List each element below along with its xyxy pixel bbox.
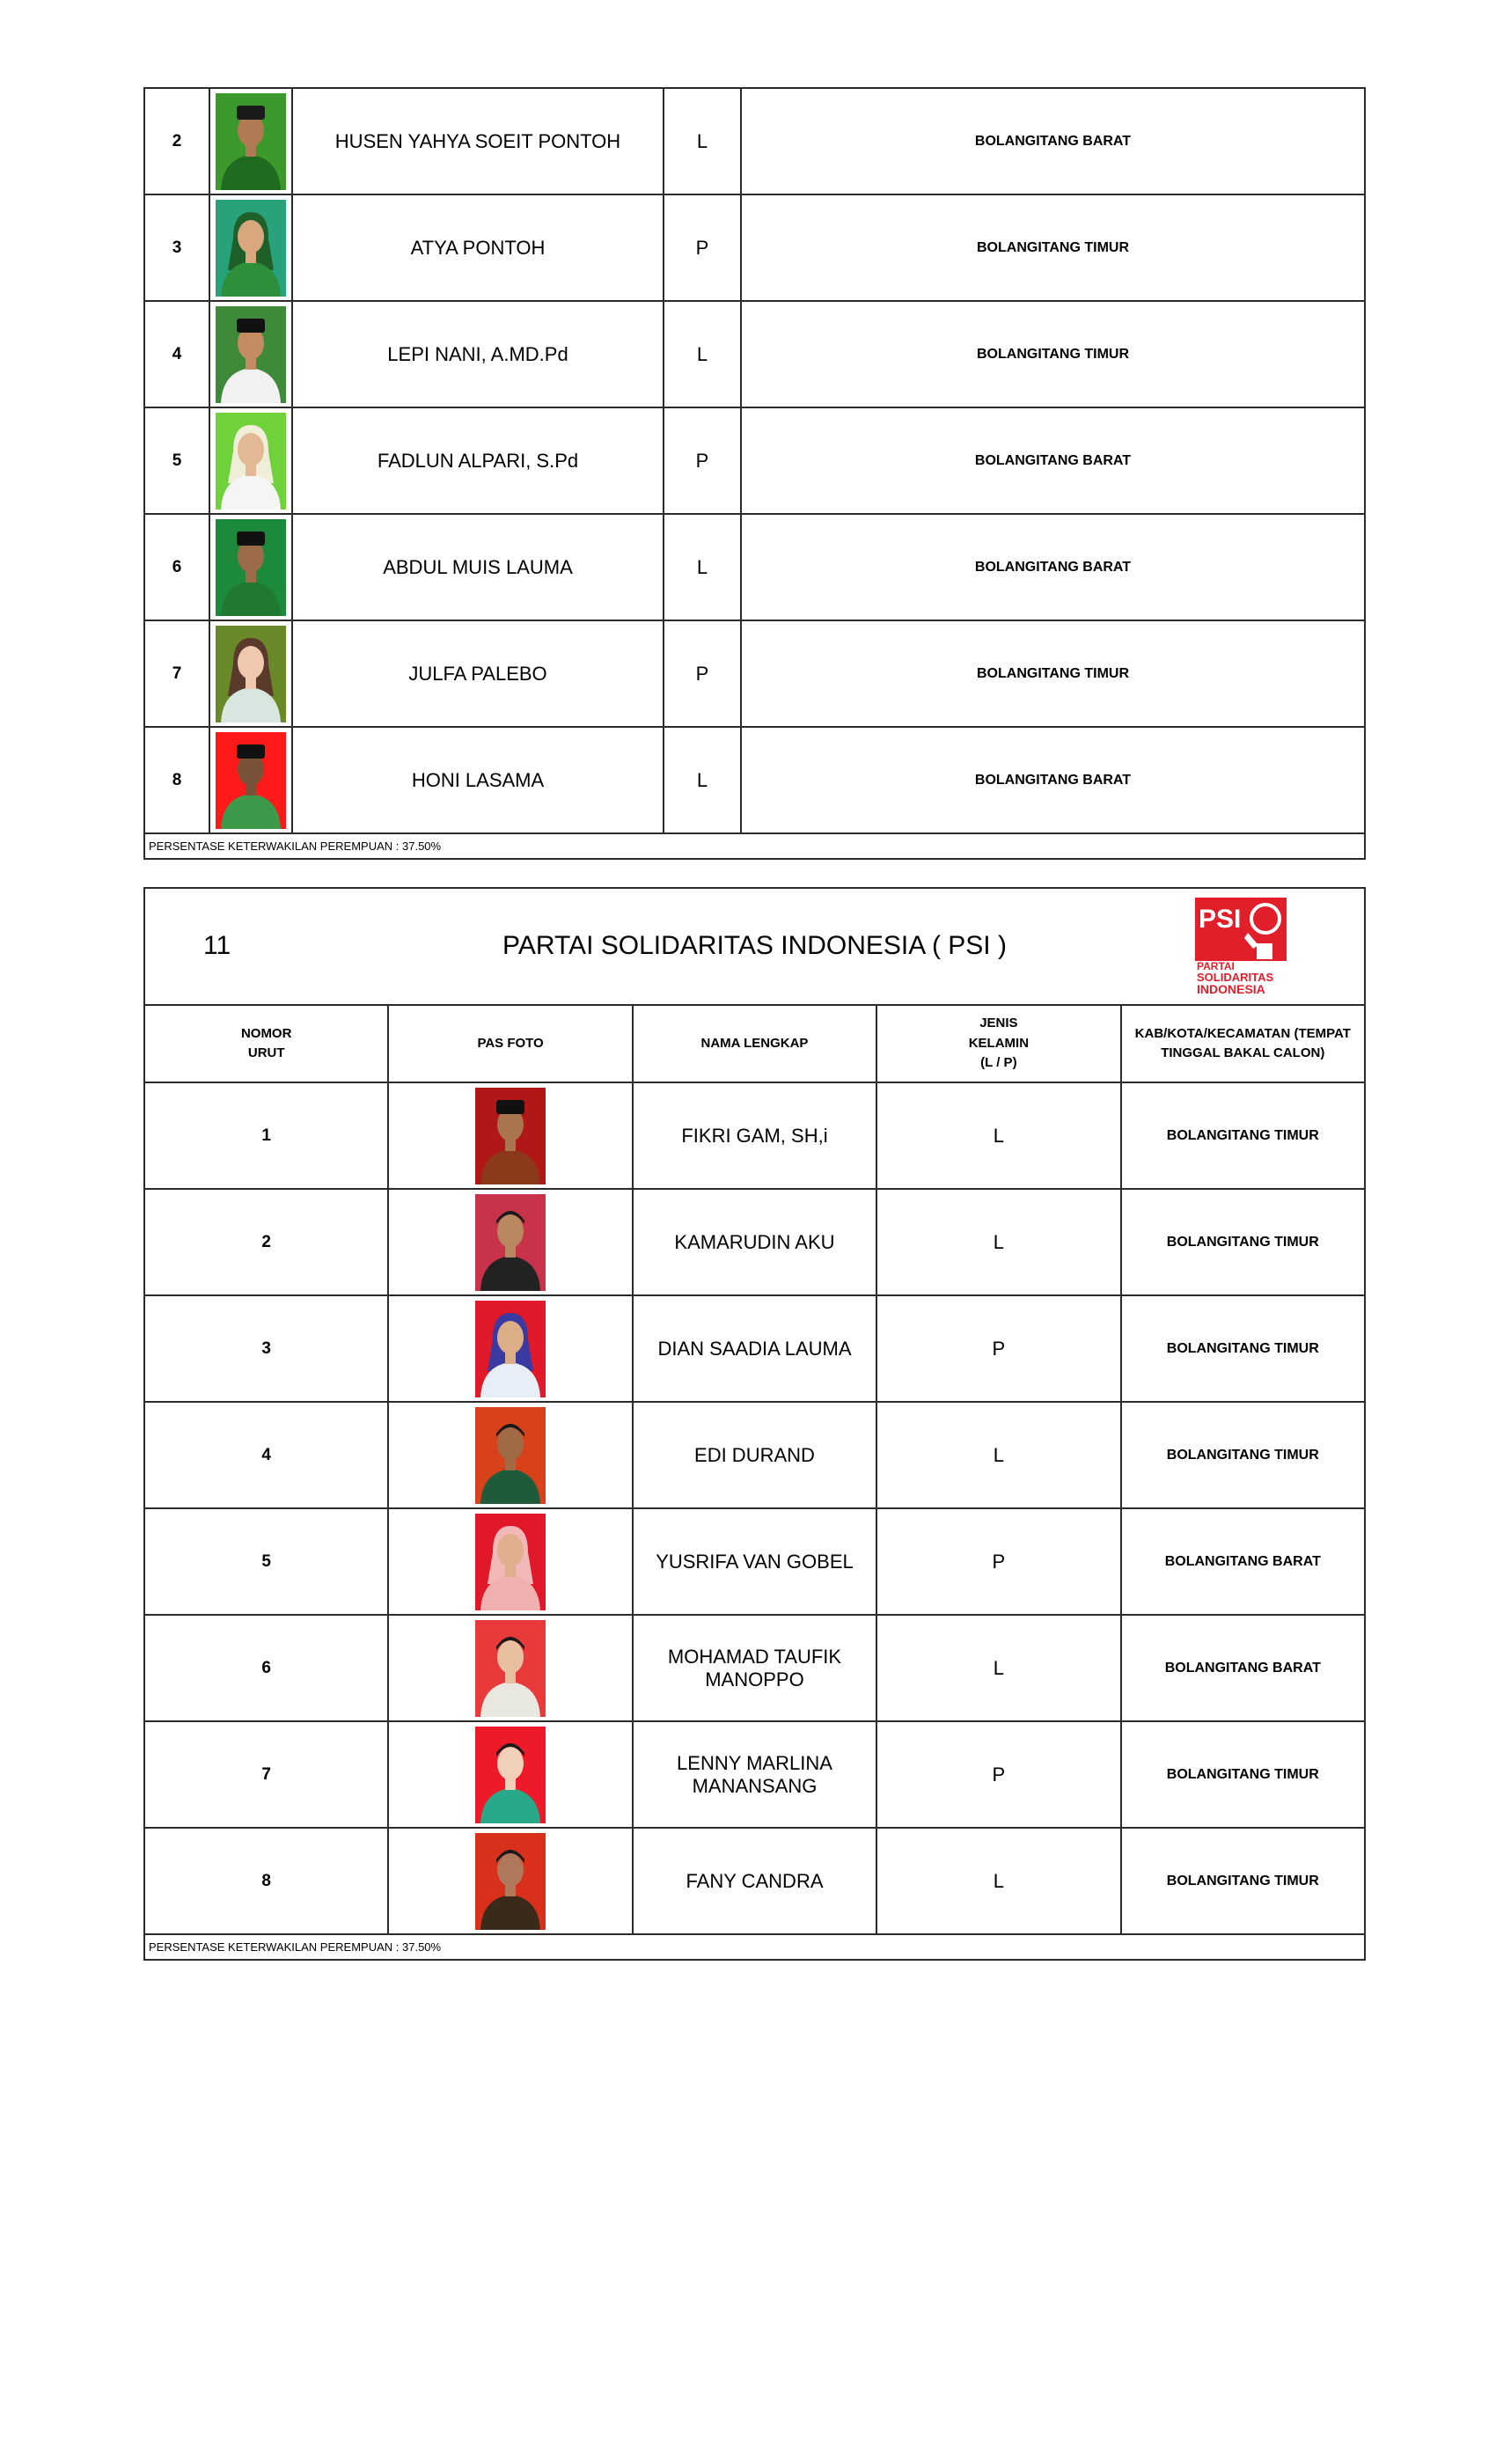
candidate-row xyxy=(144,1615,1365,1721)
candidate-gender: L xyxy=(876,1828,1120,1934)
logo-text-partai: PARTAI xyxy=(1197,960,1235,972)
candidate-photo xyxy=(475,1194,546,1291)
candidate-photo-cell xyxy=(209,194,292,301)
candidate-row xyxy=(144,194,1365,301)
candidate-name: ATYA PONTOH xyxy=(292,194,664,301)
candidate-gender: L xyxy=(876,1402,1120,1508)
candidate-row xyxy=(144,514,1365,620)
candidate-photo-cell xyxy=(388,1508,632,1615)
candidate-number: 4 xyxy=(144,1402,388,1508)
candidate-photo-cell xyxy=(209,301,292,407)
candidate-photo-cell xyxy=(388,1828,632,1934)
candidate-row xyxy=(144,407,1365,514)
candidate-number: 8 xyxy=(144,727,209,833)
women-representation-percentage: PERSENTASE KETERWAKILAN PEREMPUAN : 37.50% xyxy=(144,1934,1365,1960)
candidate-gender: L xyxy=(876,1189,1120,1295)
candidate-photo xyxy=(216,200,286,297)
candidate-gender: P xyxy=(664,620,741,727)
logo-text-indonesia: INDONESIA xyxy=(1197,982,1265,996)
candidate-photo xyxy=(216,413,286,510)
header-tempat-tinggal: KAB/KOTA/KECAMATAN (TEMPAT TINGGAL BAKAL CALON) xyxy=(1121,1005,1365,1082)
candidate-address: BOLANGITANG TIMUR xyxy=(741,301,1365,407)
candidate-name: LEPI NANI, A.MD.Pd xyxy=(292,301,664,407)
candidate-name: JULFA PALEBO xyxy=(292,620,664,727)
candidate-number: 2 xyxy=(144,88,209,194)
candidate-photo xyxy=(475,1088,546,1184)
candidate-name: DIAN SAADIA LAUMA xyxy=(633,1295,876,1402)
candidate-photo xyxy=(475,1833,546,1930)
candidate-number: 8 xyxy=(144,1828,388,1934)
candidate-name: FADLUN ALPARI, S.Pd xyxy=(292,407,664,514)
candidate-photo xyxy=(216,306,286,403)
candidate-photo xyxy=(216,93,286,190)
party-header-row xyxy=(144,888,1365,1005)
party-number: 11 xyxy=(203,931,231,960)
candidate-row xyxy=(144,1508,1365,1615)
candidate-photo-cell xyxy=(388,1721,632,1828)
candidate-address: BOLANGITANG TIMUR xyxy=(1121,1721,1365,1828)
candidate-name: ABDUL MUIS LAUMA xyxy=(292,514,664,620)
candidate-address: BOLANGITANG TIMUR xyxy=(1121,1295,1365,1402)
candidate-row xyxy=(144,1828,1365,1934)
header-nama-lengkap: NAMA LENGKAP xyxy=(633,1005,876,1082)
candidate-number: 7 xyxy=(144,1721,388,1828)
candidate-number: 1 xyxy=(144,1082,388,1189)
candidate-address: BOLANGITANG TIMUR xyxy=(1121,1402,1365,1508)
candidate-table-body xyxy=(144,88,1365,833)
psi-logo xyxy=(1195,898,1287,996)
candidate-gender: P xyxy=(664,194,741,301)
candidate-gender: L xyxy=(664,88,741,194)
candidate-name: EDI DURAND xyxy=(633,1402,876,1508)
candidate-table-previous-party xyxy=(143,87,1366,860)
candidate-name: YUSRIFA VAN GOBEL xyxy=(633,1508,876,1615)
candidate-photo xyxy=(475,1301,546,1397)
candidate-name: LENNY MARLINA MANANSANG xyxy=(633,1721,876,1828)
candidate-photo xyxy=(216,732,286,829)
candidate-number: 5 xyxy=(144,1508,388,1615)
candidate-number: 7 xyxy=(144,620,209,727)
candidate-photo-cell xyxy=(388,1615,632,1721)
candidate-row xyxy=(144,1721,1365,1828)
candidate-photo xyxy=(475,1514,546,1610)
candidate-gender: L xyxy=(664,301,741,407)
candidate-photo-cell xyxy=(209,727,292,833)
candidate-gender: P xyxy=(876,1721,1120,1828)
candidate-address: BOLANGITANG TIMUR xyxy=(1121,1189,1365,1295)
candidate-gender: L xyxy=(664,727,741,833)
candidate-number: 3 xyxy=(144,1295,388,1402)
candidate-row xyxy=(144,1402,1365,1508)
candidate-gender: L xyxy=(876,1082,1120,1189)
candidate-gender: P xyxy=(876,1295,1120,1402)
candidate-gender: P xyxy=(876,1508,1120,1615)
candidate-number: 5 xyxy=(144,407,209,514)
candidate-gender: P xyxy=(664,407,741,514)
candidate-photo xyxy=(475,1407,546,1504)
candidate-address: BOLANGITANG BARAT xyxy=(741,88,1365,194)
candidate-address: BOLANGITANG TIMUR xyxy=(1121,1828,1365,1934)
candidate-photo-cell xyxy=(388,1402,632,1508)
candidate-name: MOHAMAD TAUFIK MANOPPO xyxy=(633,1615,876,1721)
candidate-address: BOLANGITANG BARAT xyxy=(1121,1508,1365,1615)
candidate-name: KAMARUDIN AKU xyxy=(633,1189,876,1295)
candidate-photo xyxy=(216,626,286,722)
candidate-photo-cell xyxy=(209,88,292,194)
column-header-row xyxy=(144,1005,1365,1082)
candidate-photo xyxy=(475,1620,546,1717)
header-nomor-urut: NOMOR URUT xyxy=(144,1005,388,1082)
candidate-address: BOLANGITANG BARAT xyxy=(741,514,1365,620)
candidate-row xyxy=(144,88,1365,194)
candidate-row xyxy=(144,301,1365,407)
percentage-footer-row xyxy=(144,833,1365,859)
candidate-address: BOLANGITANG BARAT xyxy=(741,727,1365,833)
candidate-photo-cell xyxy=(209,407,292,514)
candidate-number: 2 xyxy=(144,1189,388,1295)
candidate-row xyxy=(144,727,1365,833)
header-jenis-kelamin: JENIS KELAMIN (L / P) xyxy=(876,1005,1120,1082)
candidate-photo-cell xyxy=(209,620,292,727)
logo-text-psi: PSI xyxy=(1199,905,1242,934)
candidate-photo-cell xyxy=(209,514,292,620)
header-pas-foto: PAS FOTO xyxy=(388,1005,632,1082)
candidate-photo-cell xyxy=(388,1295,632,1402)
candidate-name: HONI LASAMA xyxy=(292,727,664,833)
candidate-photo-cell xyxy=(388,1082,632,1189)
candidate-number: 6 xyxy=(144,514,209,620)
percentage-footer-row xyxy=(144,1934,1365,1960)
candidate-table-psi xyxy=(143,887,1366,1961)
candidate-address: BOLANGITANG BARAT xyxy=(1121,1615,1365,1721)
party-name: PARTAI SOLIDARITAS INDONESIA ( PSI ) xyxy=(502,931,1007,960)
candidate-name: HUSEN YAHYA SOEIT PONTOH xyxy=(292,88,664,194)
candidate-gender: L xyxy=(664,514,741,620)
women-representation-percentage: PERSENTASE KETERWAKILAN PEREMPUAN : 37.50% xyxy=(144,833,1365,859)
candidate-number: 4 xyxy=(144,301,209,407)
candidate-number: 3 xyxy=(144,194,209,301)
candidate-address: BOLANGITANG TIMUR xyxy=(1121,1082,1365,1189)
candidate-address: BOLANGITANG BARAT xyxy=(741,407,1365,514)
candidate-photo xyxy=(475,1727,546,1823)
candidate-name: FIKRI GAM, SH,i xyxy=(633,1082,876,1189)
candidate-number: 6 xyxy=(144,1615,388,1721)
candidate-address: BOLANGITANG TIMUR xyxy=(741,620,1365,727)
candidate-row xyxy=(144,1082,1365,1189)
candidate-row xyxy=(144,1295,1365,1402)
candidate-row xyxy=(144,1189,1365,1295)
candidate-row xyxy=(144,620,1365,727)
candidate-photo-cell xyxy=(388,1189,632,1295)
candidate-name: FANY CANDRA xyxy=(633,1828,876,1934)
candidate-photo xyxy=(216,519,286,616)
candidate-gender: L xyxy=(876,1615,1120,1721)
logo-text-solidaritas: SOLIDARITAS xyxy=(1197,971,1274,984)
candidate-address: BOLANGITANG TIMUR xyxy=(741,194,1365,301)
candidate-table-body xyxy=(144,1082,1365,1934)
